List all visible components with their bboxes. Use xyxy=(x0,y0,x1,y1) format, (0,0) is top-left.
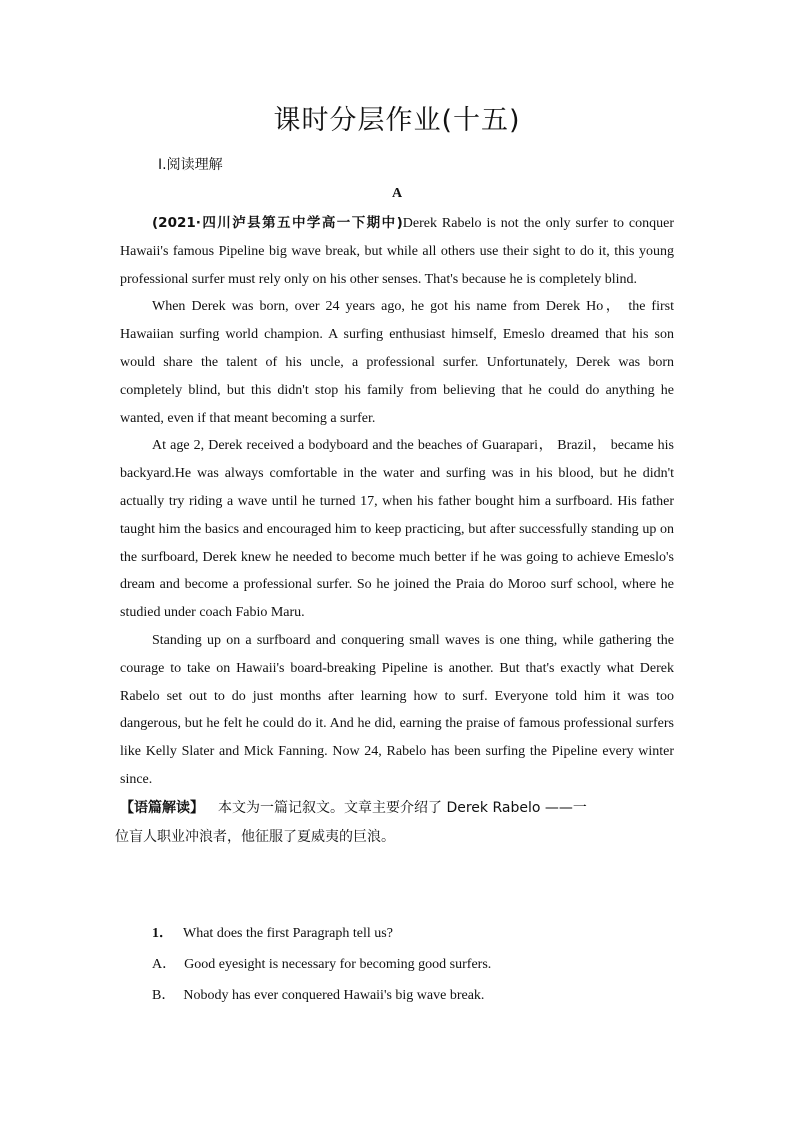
passage-body xyxy=(115,210,674,852)
option-b-label: B． xyxy=(152,988,176,1003)
paragraph-1 xyxy=(120,210,674,293)
discourse-analysis xyxy=(115,794,674,852)
option-b[interactable] xyxy=(152,980,491,1011)
paragraph-2: When Derek was born, over 24 years ago, he got his name from Derek Ho， the first Hawaiian surfing world champion. A surfing enthusiast himself, Emeslo dreamed that his son would share the talent of his uncle, a professional surfer. Unfortunately, Derek was born completely blind, but this didn't stop his family from believing that he could do anything he wanted, even if that meant becoming a surfer. xyxy=(120,299,674,426)
question-stem-row xyxy=(152,918,491,949)
question-number: 1． xyxy=(152,926,173,941)
option-b-text: Nobody has ever conquered Hawaii's big wave break. xyxy=(183,988,485,1003)
analysis-tag: 【语篇解读】 xyxy=(120,799,204,816)
option-a[interactable] xyxy=(152,949,491,980)
option-a-label: A． xyxy=(152,957,177,972)
page-title: 课时分层作业(十五) xyxy=(273,105,521,136)
paragraph-4: Standing up on a surfboard and conquering small waves is one thing, while gathering the courage to take on Hawaii's board-breaking Pipeline is another. But that's exactly what Derek Rabelo set out to do just months after learning how to surf. Everyone told him it was too dangerous, but he felt he could do it. And he did, earning the praise of famous professional surfers like Kelly Slater and Mick Fanning. Now 24, Rabelo has been surfing the Pipeline every winter since. xyxy=(120,632,674,787)
source-citation: (2021·四川泸县第五中学高一下期中) xyxy=(152,215,403,231)
paragraph-1-text: Derek Rabelo is not the only surfer to conquer Hawaii's famous Pipeline big wave break, but while all others use their sight to do it, this young professional surfer must rely only on his other senses. That's because he is completely blind. xyxy=(120,216,674,287)
analysis-text-line1: 本文为一篇记叙文。文章主要介绍了 Derek Rabelo ——一 xyxy=(218,799,587,816)
question-stem: What does the first Paragraph tell us? xyxy=(183,926,393,941)
paragraph-3: At age 2, Derek received a bodyboard and the beaches of Guarapari， Brazil， became his backyard.He was always comfortable in the water and surfing was in his blood, but he didn't actually try riding a wave until he turned 17, when his father bought him a surfboard. His father taught him the basics and encouraged him to keep practicing, but after successfully standing up on the surfboard, Derek knew he needed to become much better if he was going to achieve Emeslo's dream and become a professional surfer. So he joined the Praia do Moroo surf school, where he studied under coach Fabio Maru. xyxy=(120,438,674,621)
analysis-text-line2: 位盲人职业冲浪者，他征服了夏威夷的巨浪。 xyxy=(115,828,395,845)
question-1 xyxy=(152,918,491,1011)
passage-label: A xyxy=(391,186,403,201)
option-a-text: Good eyesight is necessary for becoming good surfers. xyxy=(184,957,492,972)
section-heading: Ⅰ.阅读理解 xyxy=(158,157,223,173)
